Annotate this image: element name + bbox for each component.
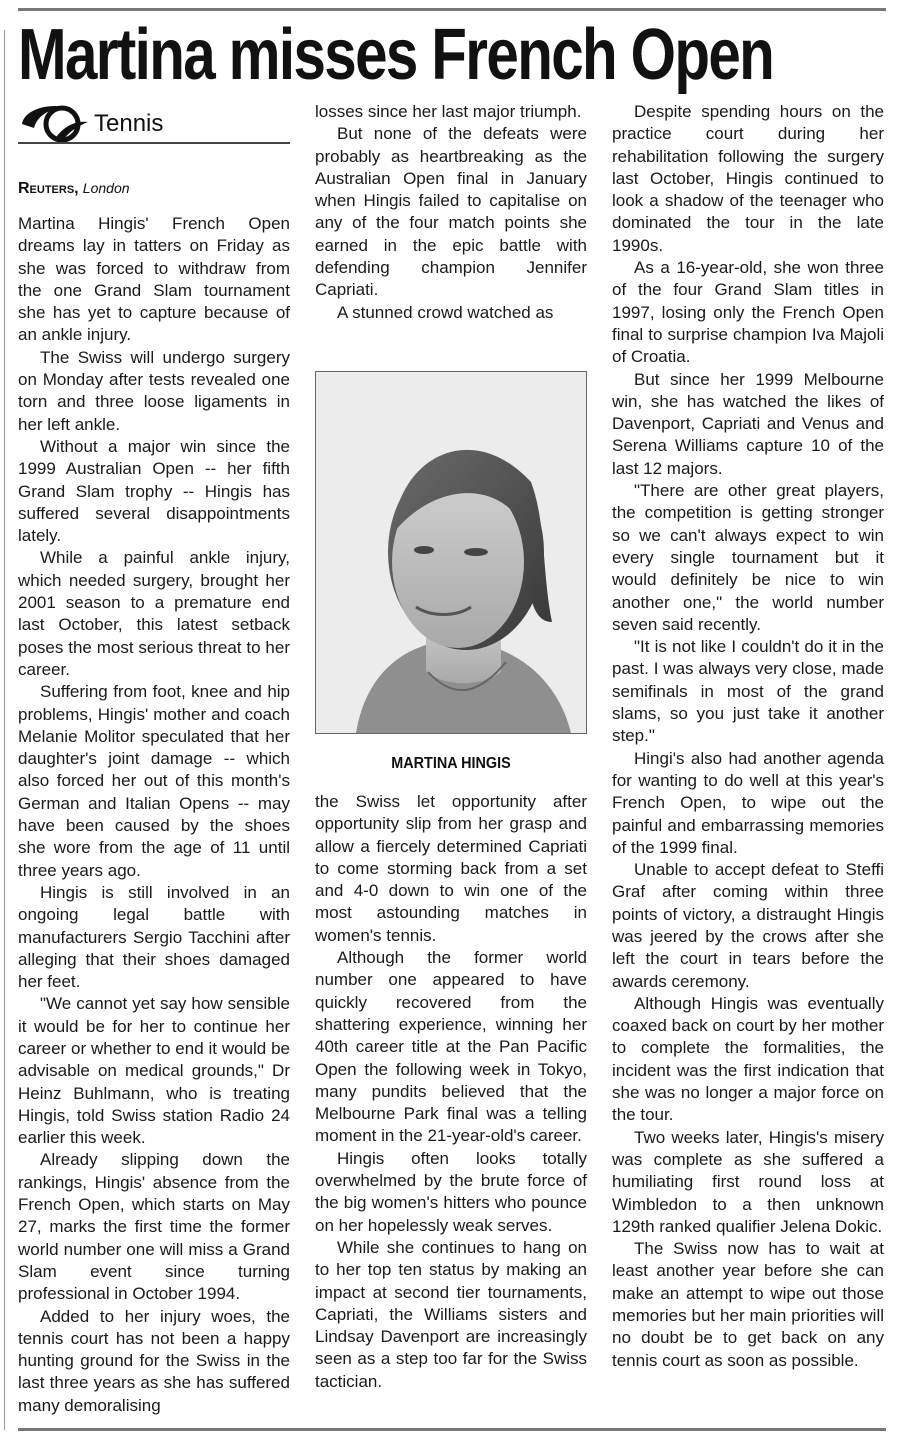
bottom-rule — [18, 1428, 886, 1431]
tennis-ball-logo-icon — [18, 102, 90, 147]
paragraph: Although Hingis was eventually coaxed back on court by her mother to complete the formalities, the incident was the first indication that she was no longer a major force on the tour. — [612, 993, 884, 1125]
paragraph: While a painful ankle injury, which needed surgery, brought her 2001 season to a premature end last October, this latest setback poses the most serious threat to her career. — [18, 548, 290, 679]
paragraph: The Swiss will undergo surgery on Monday after tests revealed one torn and three loose ligaments in her left ankle. — [18, 347, 290, 434]
article-column-1 — [18, 213, 290, 1417]
paragraph: Without a major win since the 1999 Australian Open -- her fifth Grand Slam trophy -- Hingis has suffered several disappointments lately. — [18, 436, 290, 546]
paragraph: A stunned crowd watched as — [337, 302, 554, 322]
portrait-photo — [315, 371, 587, 734]
paragraph: "It is not like I couldn't do it in the past. I was always very close, made semifinals in most of the grand slams, so you just take it another step." — [612, 637, 884, 746]
byline-agency: Reuters, — [18, 180, 79, 197]
paragraph: losses since her last major triumph. — [315, 102, 582, 121]
headline: Martina misses French Open — [18, 15, 774, 95]
paragraph: Added to her injury woes, the tennis court has not been a happy hunting ground for the Swiss in the last three years as she has suffered many demoralising — [18, 1306, 290, 1415]
paragraph: But since her 1999 Melbourne win, she has watched the likes of Davenport, Capriati and Venus and Serena Williams capture 10 of the last 12 majors. — [612, 369, 884, 478]
top-rule — [18, 8, 886, 11]
paragraph: But none of the defeats were probably as heartbreaking as the Australian Open final in January when Hingis failed to capitalise on any of the four match points she earned in the epic battle with defending champion Jennifer Capriati. — [315, 124, 587, 300]
paragraph: Two weeks later, Hingis's misery was complete as she suffered a humiliating first round loss at Wimbledon to a then unknown 129th ranked qualifier Jelena Dokic. — [612, 1127, 884, 1236]
paragraph: the Swiss let opportunity after opportunity slip from her grasp and allow a fiercely determined Capriati to come storming back from a set and 4-0 down to win one of the most astounding matches in women's tennis. — [315, 792, 587, 945]
byline — [18, 180, 130, 198]
paragraph: Already slipping down the rankings, Hingis' absence from the French Open, which starts on May 27, marks the first time the former world number one will miss a Grand Slam event since turning professional in October 1994. — [18, 1150, 290, 1304]
paragraph: "We cannot yet say how sensible it would be for her to continue her career or whether to end it would be advisable on medical grounds," Dr Heinz Buhlmann, who is treating Hingis, told Swiss station Radio 24 earlier this week. — [18, 994, 290, 1148]
paragraph: Unable to accept defeat to Steffi Graf after coming within three points of victory, a distraught Hingis was jeered by the crows after she left the court in tears before the awards ceremony. — [612, 860, 884, 991]
paragraph: Hingis often looks totally overwhelmed by the brute force of the big women's hitters who pounce on her hopelessly weak serves. — [315, 1148, 587, 1235]
paragraph: Despite spending hours on the practice court during her rehabilitation following the surgery last October, Hingis continued to look a shadow of the teenager who dominated the tour in the late 1990s. — [612, 102, 884, 255]
paragraph: Hingis is still involved in an ongoing legal battle with manufacturers Sergio Tacchini after alleging that their shoes damaged her feet. — [18, 882, 290, 992]
paragraph: "There are other great players, the competition is getting stronger so we can't always expect to win every single tournament but it would definitely be nice to win another one," the world number seven said recently. — [612, 481, 884, 634]
paragraph: Suffering from foot, knee and hip problems, Hingis' mother and coach Melanie Molitor speculated that her daughter's joint damage -- which also forced her out of this month's German and Italian Opens -- may have been caused by the shoes she wore from the age of 11 until three years ago. — [18, 682, 290, 880]
byline-city: London — [82, 180, 130, 196]
article-column-2-top — [315, 101, 587, 324]
paragraph: Hingi's also had another agenda for wanting to do well at this year's French Open, to wipe out the painful and embarrassing memories of the 1999 final. — [612, 748, 884, 857]
article-column-3 — [612, 101, 884, 1372]
section-label: Tennis — [94, 110, 164, 137]
paragraph: Martina Hingis' French Open dreams lay in tatters on Friday as she was forced to withdraw from the one Grand Slam tournament she has yet to capture because of an ankle injury. — [18, 214, 290, 345]
paragraph: The Swiss now has to wait at least another year before she can make an attempt to wipe out those memories but her main priorities will no doubt be to get back on any tennis court as soon as possible. — [612, 1239, 884, 1370]
page-edge — [4, 30, 5, 1430]
paragraph: As a 16-year-old, she won three of the four Grand Slam titles in 1997, losing only the French Open final to surprise champion Iva Majoli of Croatia. — [612, 258, 884, 367]
section-header — [18, 100, 290, 144]
photo-caption: MARTINA HINGIS — [391, 755, 511, 772]
article-column-2-bottom — [315, 791, 587, 1393]
section-rule — [18, 142, 290, 144]
paragraph: While she continues to hang on to her top ten status by making an impact at second tier tournaments, Capriati, the Williams sisters and Lindsay Davenport are increasingly seen as a step too far for the Swiss tactician. — [315, 1237, 587, 1391]
paragraph: Although the former world number one appeared to have quickly recovered from the shattering experience, winning her 40th career title at the Pan Pacific Open the following week in Tokyo, many pundits believed that the Melbourne Park final was a telling moment in the 21-year-old's career. — [315, 948, 587, 1146]
